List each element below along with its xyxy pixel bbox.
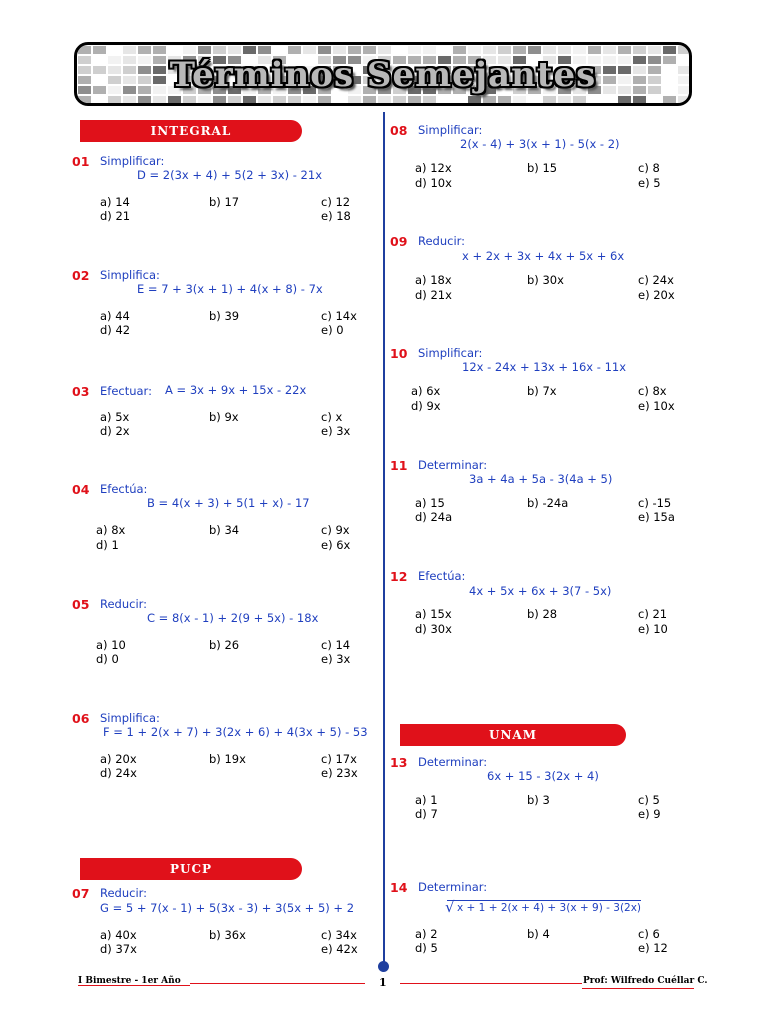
problem-instruction: Reducir: <box>418 234 466 248</box>
answer-option-c: c) 34x <box>321 928 357 942</box>
answer-option-b: b) 17 <box>209 195 240 209</box>
answer-option-a: a) 12x <box>415 161 452 175</box>
tile <box>273 96 286 103</box>
tile <box>213 96 226 103</box>
answer-option-d: d) 24a <box>415 510 453 524</box>
tile <box>318 46 331 54</box>
answer-option-e: e) 15a <box>638 510 675 524</box>
footer-left-rule-2 <box>190 983 365 984</box>
tile <box>558 96 571 103</box>
problem-instruction: Reducir: <box>100 886 148 900</box>
answer-option-c: c) 5 <box>638 793 660 807</box>
tile <box>108 46 121 54</box>
answer-option-c: c) 12 <box>321 195 351 209</box>
tile <box>648 46 661 54</box>
answer-option-c: c) -15 <box>638 496 672 510</box>
tile <box>468 96 481 103</box>
answer-option-a: a) 1 <box>415 793 438 807</box>
tile <box>438 96 451 103</box>
problem-number: 02 <box>72 268 90 283</box>
problem-expression: 4x + 5x + 6x + 3(7 - 5x) <box>469 584 612 598</box>
tile <box>513 46 526 54</box>
tile <box>663 46 676 54</box>
tile <box>288 96 301 103</box>
tile <box>513 96 526 103</box>
problem-expression: F = 1 + 2(x + 7) + 3(2x + 6) + 4(3x + 5) - 53 <box>103 725 368 739</box>
tile <box>108 96 121 103</box>
tile <box>588 46 601 54</box>
answer-option-e: e) 23x <box>321 766 358 780</box>
answer-option-c: c) x <box>321 410 343 424</box>
answer-option-b: b) 9x <box>209 410 239 424</box>
answer-option-c: c) 24x <box>638 273 674 287</box>
problem-number: 05 <box>72 597 90 612</box>
answer-option-d: d) 37x <box>100 942 137 956</box>
tile <box>363 96 376 103</box>
answer-option-b: b) 34 <box>209 523 240 537</box>
problem-instruction: Determinar: <box>418 880 488 894</box>
answer-option-d: d) 1 <box>96 538 119 552</box>
tile <box>408 96 421 103</box>
problem-expression: A = 3x + 9x + 15x - 22x <box>165 383 307 397</box>
tile <box>168 46 181 54</box>
tile <box>498 46 511 54</box>
tile <box>393 46 406 54</box>
answer-option-e: e) 9 <box>638 807 661 821</box>
tile <box>543 46 556 54</box>
answer-option-a: a) 20x <box>100 752 137 766</box>
tile <box>498 96 511 103</box>
answer-option-b: b) 36x <box>209 928 246 942</box>
problem-number: 01 <box>72 154 90 169</box>
answer-option-e: e) 18 <box>321 209 351 223</box>
tile <box>348 96 361 103</box>
problem-expression: D = 2(3x + 4) + 5(2 + 3x) - 21x <box>137 168 322 182</box>
answer-option-a: a) 14 <box>100 195 130 209</box>
problem-instruction: Efectuar: <box>100 384 152 398</box>
problem-instruction: Efectúa: <box>100 482 148 496</box>
answer-option-d: d) 5 <box>415 941 438 955</box>
answer-option-c: c) 17x <box>321 752 357 766</box>
tile <box>483 46 496 54</box>
tile <box>183 46 196 54</box>
answer-option-a: a) 15x <box>415 607 452 621</box>
tile <box>603 96 616 103</box>
answer-option-d: d) 24x <box>100 766 137 780</box>
footer-author: Prof: Wilfredo Cuéllar C. <box>583 976 708 986</box>
tile <box>93 46 106 54</box>
tile <box>618 96 631 103</box>
tile <box>228 46 241 54</box>
answer-option-d: d) 7 <box>415 807 438 821</box>
answer-option-d: d) 30x <box>415 622 452 636</box>
answer-option-e: e) 10 <box>638 622 668 636</box>
tile <box>228 96 241 103</box>
answer-option-e: e) 20x <box>638 288 675 302</box>
tile <box>468 46 481 54</box>
tile <box>123 46 136 54</box>
answer-option-d: d) 2x <box>100 424 130 438</box>
answer-option-b: b) -24a <box>527 496 569 510</box>
answer-option-b: b) 19x <box>209 752 246 766</box>
divider-dot <box>378 961 389 972</box>
answer-option-c: c) 14x <box>321 309 357 323</box>
problem-expression: 2(x - 4) + 3(x + 1) - 5(x - 2) <box>460 137 620 151</box>
answer-option-d: d) 9x <box>411 399 441 413</box>
tile <box>423 46 436 54</box>
answer-option-d: d) 0 <box>96 652 119 666</box>
problem-number: 06 <box>72 711 90 726</box>
tile <box>153 96 166 103</box>
tile <box>363 46 376 54</box>
tile <box>438 46 451 54</box>
tile <box>213 46 226 54</box>
footer-right-rule-2 <box>582 988 694 989</box>
tile <box>483 96 496 103</box>
title-banner <box>74 42 692 106</box>
problem-number: 13 <box>390 755 408 770</box>
answer-option-e: e) 3x <box>321 424 351 438</box>
tile <box>528 96 541 103</box>
answer-option-a: a) 6x <box>411 384 441 398</box>
tile <box>258 46 271 54</box>
tile <box>273 46 286 54</box>
tile <box>633 96 646 103</box>
tile <box>543 96 556 103</box>
problem-number: 09 <box>390 234 408 249</box>
tile <box>573 46 586 54</box>
tile <box>258 96 271 103</box>
tile <box>633 46 646 54</box>
answer-option-c: c) 21 <box>638 607 668 621</box>
problem-instruction: Efectúa: <box>418 569 466 583</box>
problem-expression: 6x + 15 - 3(2x + 4) <box>487 769 599 783</box>
tile <box>378 46 391 54</box>
answer-option-e: e) 3x <box>321 652 351 666</box>
tile <box>93 96 106 103</box>
tile <box>123 96 136 103</box>
problem-instruction: Simplificar: <box>100 154 165 168</box>
problem-instruction: Simplificar: <box>418 123 483 137</box>
tile <box>663 96 676 103</box>
problem-instruction: Reducir: <box>100 597 148 611</box>
tile <box>618 46 631 54</box>
problem-expression: 12x - 24x + 13x + 16x - 11x <box>462 360 627 374</box>
answer-option-e: e) 42x <box>321 942 358 956</box>
answer-option-e: e) 6x <box>321 538 351 552</box>
tile <box>198 46 211 54</box>
tile <box>318 96 331 103</box>
problem-expression: B = 4(x + 3) + 5(1 + x) - 17 <box>147 496 310 510</box>
tile <box>408 46 421 54</box>
problem-number: 11 <box>390 458 408 473</box>
page-title: Términos Semejantes <box>169 55 597 95</box>
answer-option-b: b) 28 <box>527 607 558 621</box>
tile <box>198 96 211 103</box>
tile <box>678 46 689 54</box>
problem-number: 08 <box>390 123 408 138</box>
section-pucp: PUCP <box>80 858 302 880</box>
problem-number: 03 <box>72 384 90 399</box>
answer-option-e: e) 0 <box>321 323 344 337</box>
problem-expression: 3a + 4a + 5a - 3(4a + 5) <box>469 472 613 486</box>
answer-option-b: b) 7x <box>527 384 557 398</box>
problem-number: 04 <box>72 482 90 497</box>
answer-option-c: c) 6 <box>638 927 660 941</box>
tile <box>423 96 436 103</box>
answer-option-b: b) 4 <box>527 927 550 941</box>
answer-option-a: a) 44 <box>100 309 130 323</box>
problem-instruction: Simplifica: <box>100 711 160 725</box>
tile <box>378 96 391 103</box>
problem-expression: x + 2x + 3x + 4x + 5x + 6x <box>462 249 625 263</box>
tile <box>528 46 541 54</box>
tile <box>573 96 586 103</box>
tile <box>168 96 181 103</box>
tile <box>78 46 91 54</box>
answer-option-a: a) 18x <box>415 273 452 287</box>
answer-option-a: a) 40x <box>100 928 137 942</box>
tile <box>303 46 316 54</box>
tile <box>243 46 256 54</box>
column-divider <box>383 112 385 968</box>
tile <box>183 96 196 103</box>
footer-course: I Bimestre - 1er Año <box>78 976 181 986</box>
tile <box>453 96 466 103</box>
problem-number: 07 <box>72 886 90 901</box>
problem-expression: C = 8(x - 1) + 2(9 + 5x) - 18x <box>147 611 319 625</box>
answer-option-d: d) 21x <box>415 288 452 302</box>
section-unam: UNAM <box>400 724 626 746</box>
problem-expression: G = 5 + 7(x - 1) + 5(3x - 3) + 3(5x + 5) + 2 <box>100 901 355 915</box>
tile <box>288 46 301 54</box>
tile <box>333 96 346 103</box>
tile <box>153 46 166 54</box>
answer-option-b: b) 3 <box>527 793 550 807</box>
answer-option-e: e) 5 <box>638 176 661 190</box>
sqrt-icon: √ <box>445 898 455 916</box>
answer-option-d: d) 42 <box>100 323 131 337</box>
answer-option-b: b) 15 <box>527 161 558 175</box>
tile <box>138 46 151 54</box>
answer-option-e: e) 10x <box>638 399 675 413</box>
answer-option-d: d) 10x <box>415 176 452 190</box>
tile <box>393 96 406 103</box>
problem-expression: E = 7 + 3(x + 1) + 4(x + 8) - 7x <box>137 282 323 296</box>
tile <box>78 96 91 103</box>
problem-number: 10 <box>390 346 408 361</box>
footer-right-rule <box>400 983 582 984</box>
tile <box>588 96 601 103</box>
answer-option-a: a) 5x <box>100 410 130 424</box>
tile <box>138 96 151 103</box>
page-number: 1 <box>379 976 387 989</box>
tile <box>303 96 316 103</box>
problem-instruction: Simplifica: <box>100 268 160 282</box>
problem-instruction: Determinar: <box>418 755 488 769</box>
answer-option-b: b) 30x <box>527 273 564 287</box>
answer-option-a: a) 10 <box>96 638 126 652</box>
answer-option-d: d) 21 <box>100 209 131 223</box>
answer-option-b: b) 39 <box>209 309 240 323</box>
tile <box>453 46 466 54</box>
answer-option-a: a) 8x <box>96 523 126 537</box>
answer-option-c: c) 9x <box>321 523 350 537</box>
tile <box>333 46 346 54</box>
tile <box>648 96 661 103</box>
problem-expression: √ x + 1 + 2(x + 4) + 3(x + 9) - 3(2x) <box>445 898 642 916</box>
answer-option-c: c) 8 <box>638 161 660 175</box>
answer-option-a: a) 15 <box>415 496 445 510</box>
answer-option-b: b) 26 <box>209 638 240 652</box>
answer-option-e: e) 12 <box>638 941 668 955</box>
problem-instruction: Determinar: <box>418 458 488 472</box>
section-integral: INTEGRAL <box>80 120 302 142</box>
answer-option-c: c) 8x <box>638 384 667 398</box>
tile <box>558 46 571 54</box>
problem-number: 14 <box>390 880 408 895</box>
answer-option-a: a) 2 <box>415 927 438 941</box>
answer-option-c: c) 14 <box>321 638 351 652</box>
problem-number: 12 <box>390 569 408 584</box>
tile <box>678 96 689 103</box>
tile <box>243 96 256 103</box>
tile <box>603 46 616 54</box>
problem-instruction: Simplificar: <box>418 346 483 360</box>
tile <box>348 46 361 54</box>
